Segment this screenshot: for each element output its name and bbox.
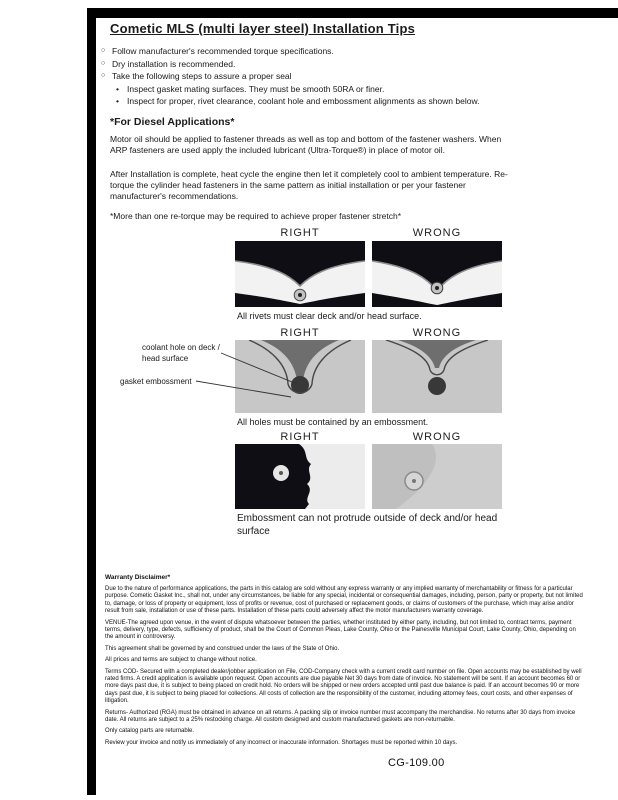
- rivet-clear-deck-illustration: [235, 241, 365, 307]
- page-title: Cometic MLS (multi layer steel) Installation Tips: [110, 21, 416, 36]
- dot-bullet-icon: •: [116, 96, 119, 107]
- embossment-right-diagram: [235, 340, 365, 413]
- right-label-row1: RIGHT: [280, 227, 320, 239]
- diesel-paragraph: Motor oil should be applied to fastener threads as well as top and bottom of the fastener washers. When ARP fasteners are used apply the included lubricant (Ultra-Torque®) in place of motor oil.: [110, 134, 502, 155]
- sub-tip-item: [116, 83, 541, 96]
- sub-tip-text: Inspect for proper, rivet clearance, coolant hole and embossment alignments as shown below.: [127, 96, 480, 107]
- warranty-paragraph: Review your invoice and notify us immediately of any incorrect or inaccurate information. Shortages must be reported within 10 days.: [105, 740, 458, 747]
- embossment-inside-deck-illustration: [235, 444, 365, 509]
- caption-rivets: All rivets must clear deck and/or head surface.: [237, 311, 422, 321]
- tip-item: [101, 45, 541, 58]
- right-label-row2: RIGHT: [280, 327, 320, 339]
- embossment-protruding-illustration: [372, 444, 502, 509]
- warranty-paragraph: VENUE-The agreed upon venue, in the event of dispute whatsoever between the parties, whether instituted by either party, including, but not limited to, contract terms, payment terms, delivery, type, defects, sufficiency of product, shall be the Court of Common Pleas, Lake County, Ohio or the Painesville Municipal Court, Lake County, Ohio, depending on the amount in controversy.: [105, 619, 576, 640]
- protrusion-right-diagram: [235, 444, 365, 509]
- document-number: CG-109.00: [388, 757, 445, 769]
- rivet-wrong-diagram: [372, 241, 502, 307]
- embossment-wrong-diagram: [372, 340, 502, 413]
- warranty-paragraph: This agreement shall be governed by and construed under the laws of the State of Ohio.: [105, 645, 340, 652]
- warranty-paragraph: Returns- Authorized (RGA) must be obtained in advance on all returns. A packing slip or invoice number must accompany the merchandise. No returns after 30 days from invoice date. All returns are subject to a 25% restocking charge. All custom designed and custom manufactured gaskets are non-returnable.: [105, 709, 576, 723]
- tip-item: [101, 70, 541, 83]
- right-label-row3: RIGHT: [280, 431, 320, 443]
- tip-text: Dry installation is recommended.: [112, 58, 236, 69]
- circle-bullet-icon: ○: [101, 59, 106, 67]
- page-edge-top: [87, 8, 618, 18]
- warranty-heading: Warranty Disclaimer*: [105, 574, 171, 581]
- hole-outside-embossment-illustration: [372, 340, 502, 413]
- rivet-overlapping-deck-illustration: [372, 241, 502, 307]
- wrong-label-row3: WRONG: [412, 431, 462, 443]
- diesel-paragraph: After Installation is complete, heat cycle the engine then let it completely cool to ambient temperature. Re-torque the cylinder head fasteners in the same pattern as initial installation or per your fastener manufacturer's recommendations.: [110, 169, 508, 201]
- gasket-embossment-callout: gasket embossment: [120, 377, 192, 386]
- warranty-paragraph: All prices and terms are subject to change without notice.: [105, 657, 257, 664]
- sub-tip-item: [116, 95, 541, 108]
- sub-tip-text: Inspect gasket mating surfaces. They must be smooth 50RA or finer.: [127, 83, 385, 94]
- warranty-disclaimer-section: [105, 574, 583, 752]
- protrusion-wrong-diagram: [372, 444, 502, 509]
- warranty-paragraph: Due to the nature of performance applications, the parts in this catalog are sold without any express warranty or any implied warranty of merchantability or fitness for a particular purpose. Cometic Gasket Inc., shall not, under any circumstances, be liable for any special, incidental or consequential damages, including, person, party or property, but not limited to, damage, or loss of property or equipment, loss of profits or revenue, cost of purchased or replacement goods, or claims of customers of the purchase, which may arise and/or result from sale, installation or use of these parts. Installation of these parts could adversely affect the motor manufacturers warranty coverage.: [105, 586, 583, 614]
- coolant-hole-callout: coolant hole on deck / head surface: [142, 343, 220, 363]
- warranty-paragraph: Terms COD- Secured with a completed dealer/jobber application on File, COD-Company check with a current credit card number on file. Open accounts may be established by well rated firms. A credit application is available upon request. Open accounts are due payable Net 30 days from date of invoice. No statement will be sent. If an account becomes 60 or more days past due, it is subject to being placed on credit hold. No orders will be shipped or new orders accepted until past due balance is paid. If an account becomes 90 or more days past due, it is subject to being placed for collections. All costs of collection are the responsibility of the customer, including attorney fees, court costs, and other expenses of litigation.: [105, 669, 582, 704]
- circle-bullet-icon: ○: [101, 72, 106, 80]
- retorque-note: *More than one re-torque may be required to achieve proper fastener stretch*: [110, 211, 402, 221]
- circle-bullet-icon: ○: [101, 47, 106, 54]
- caption-protrusion: Embossment can not protrude outside of deck and/or head surface: [237, 513, 498, 537]
- wrong-label-row2: WRONG: [412, 327, 462, 339]
- hole-inside-embossment-illustration: [235, 340, 365, 413]
- dot-bullet-icon: •: [116, 83, 119, 94]
- page-edge-left: [87, 8, 96, 795]
- tip-text: Follow manufacturer's recommended torque specifications.: [112, 46, 334, 56]
- warranty-paragraph: Only catalog parts are returnable.: [105, 728, 195, 735]
- rivet-right-diagram: [235, 241, 365, 307]
- diesel-applications-heading: *For Diesel Applications*: [110, 116, 235, 128]
- tip-item: [101, 58, 541, 71]
- caption-holes: All holes must be contained by an embossment.: [237, 417, 429, 427]
- installation-tips-list: [101, 45, 541, 108]
- wrong-label-row1: WRONG: [412, 227, 462, 239]
- tip-text: Take the following steps to assure a proper seal: [112, 71, 292, 82]
